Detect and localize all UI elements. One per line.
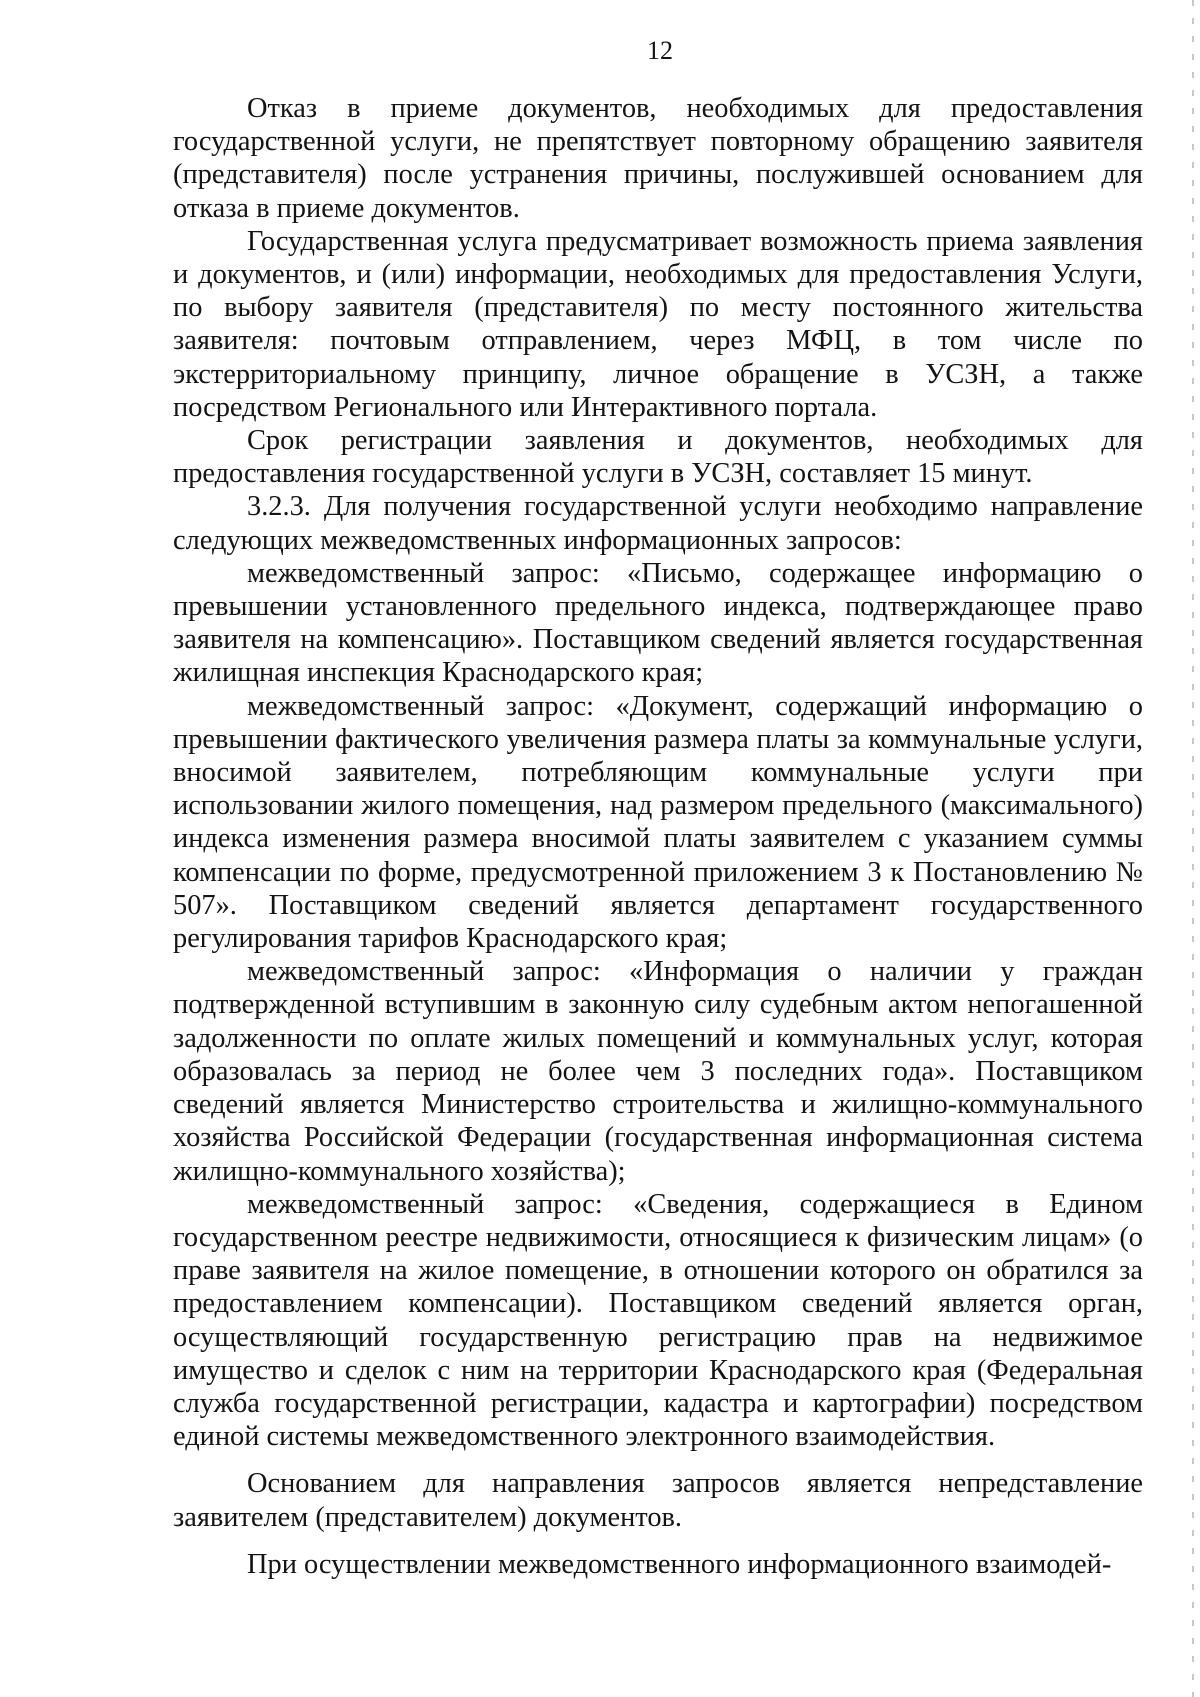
paragraph-request-basis: Основанием для направления запросов является непредставление заявителем (представителем) документов. [173, 1468, 1143, 1533]
paragraph-request-real-estate-registry: межведомственный запрос: «Сведения, содержащиеся в Едином государственном реестре недвижимости, относящиеся к физическим лицам» (о праве заявителя на жилое помещение, в отношении которого он обратился за предоставлением компенсации). Поставщиком сведений является орган, осуществляющий государственную регистрацию прав на недвижимое имущество и сделок с ним на территории Краснодарского края (Федеральная служба государственной регистрации, кадастра и картографии) посредством единой системы межведомственного электронного взаимодействия. [173, 1188, 1143, 1453]
paragraph-refusal: Отказ в приеме документов, необходимых для предоставления государственной услуги, не препятствует повторному обращению заявителя (представителя) после устранения причины, послужившей основанием для отказа в приеме документов. [173, 93, 1143, 224]
paragraph-request-tariff-department: межведомственный запрос: «Документ, содержащий информацию о превышении фактического увеличения размера платы за коммунальные услуги, вносимой заявителем, потребляющим коммунальные услуги при использовании жилого помещения, над размером предельного (максимального) индекса изменения размера вносимой платы заявителем с указанием суммы компенсации по форме, предусмотренной приложением 3 к Постановлению № 507». Поставщиком сведений является департамент государственного регулирования тарифов Краснодарского края; [173, 690, 1143, 955]
paragraph-interaction-start: При осуществлении межведомственного информационного взаимодей- [247, 1548, 1112, 1580]
page-number: 12 [647, 36, 673, 65]
paragraph-registration-term: Срок регистрации заявления и документов, необходимых для предоставления государственной услуги в УСЗН, составляет 15 минут. [173, 425, 1143, 490]
paragraph-request-debt-info: межведомственный запрос: «Информация о наличии у граждан подтвержденной вступившим в законную силу судебным актом непогашенной задолженности по оплате жилых помещений и коммунальных услуг, которая образовалась за период не более чем 3 последних года». Поставщиком сведений является Министерство строительства и жилищно-коммунального хозяйства Российской Федерации (государственная информационная система жилищно-коммунального хозяйства); [173, 956, 1143, 1187]
paragraph-request-housing-inspection: межведомственный запрос: «Письмо, содержащее информацию о превышении установленного предельного индекса, подтверждающее право заявителя на компенсацию». Поставщиком сведений является государственная жилищная инспекция Краснодарского края; [173, 557, 1143, 689]
document-body [173, 92, 1143, 1581]
paragraph-section-3-2-3: 3.2.3. Для получения государственной услуги необходимо направление следующих межведомственных информационных запросов: [173, 491, 1143, 556]
scan-edge-artifact [1192, 0, 1194, 1697]
paragraph-application-methods: Государственная услуга предусматривает возможность приема заявления и документов, и (или) информации, необходимых для предоставления Услуги, по выбору заявителя (представителя) по месту постоянного жительства заявителя: почтовым отправлением, через МФЦ, в том числе по экстерриториальному принципу, личное обращение в УСЗН, а также посредством Регионального или Интерактивного портала. [173, 225, 1143, 423]
